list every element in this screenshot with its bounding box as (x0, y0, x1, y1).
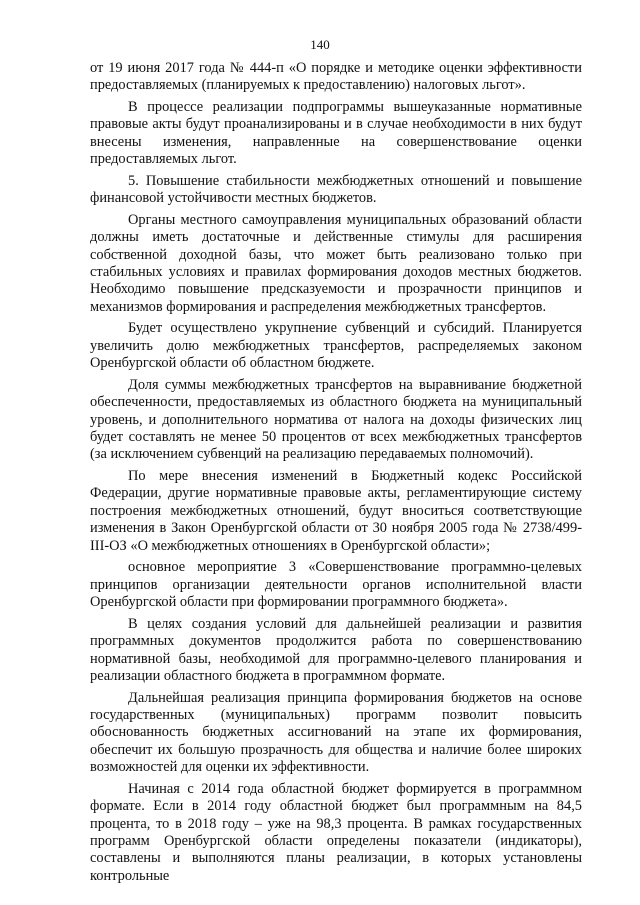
paragraph-10: Дальнейшая реализация принципа формирования бюджетов на основе государственных (муниципальных) программ позволит повысить обоснованность бюджетных ассигнований на этапе их формирования, обеспечит их большую прозрачность для общества и наличие более широких возможностей для оценки их эффективности. (90, 689, 582, 776)
paragraph-3: 5. Повышение стабильности межбюджетных отношений и повышение финансовой устойчивости местных бюджетов. (90, 172, 582, 207)
paragraph-2: В процессе реализации подпрограммы вышеуказанные нормативные правовые акты будут проанализированы и в случае необходимости в них будут внесены изменения, направленные на совершенствование оценки предоставляемых льгот. (90, 99, 582, 168)
paragraph-4: Органы местного самоуправления муниципальных образований области должны иметь достаточные и действенные стимулы для расширения собственной доходной базы, что может быть реализовано только при стабильных условиях и правилах формирования доходов местных бюджетов. Необходимо повышение предсказуемости и прозрачности принципов и механизмов формирования и распределения межбюджетных трансфертов. (90, 211, 582, 315)
paragraph-11: Начиная с 2014 года областной бюджет формируется в программном формате. Если в 2014 году областной бюджет был программным на 84,5 процента, то в 2018 году – уже на 98,3 процента. В рамках государственных программ Оренбургской области определены показатели (индикаторы), составлены и выполняются планы реализации, в которых установлены контрольные (90, 780, 582, 884)
paragraph-8: основное мероприятие 3 «Совершенствование программно-целевых принципов организации деятельности органов исполнительной власти Оренбургской области при формировании программного бюджета». (90, 559, 582, 611)
paragraph-6: Доля суммы межбюджетных трансфертов на выравнивание бюджетной обеспеченности, предоставляемых из областного бюджета на муниципальный уровень, и дополнительного норматива от налога на доходы физических лиц будет составлять не менее 50 процентов от всех межбюджетных трансфертов (за исключением субвенций на реализацию передаваемых полномочий). (90, 376, 582, 463)
paragraph-9: В целях создания условий для дальнейшей реализации и развития программных документов продолжится работа по совершенствованию нормативной базы, необходимой для программно-целевого планирования и реализации областного бюджета в программном формате. (90, 615, 582, 684)
paragraph-7: По мере внесения изменений в Бюджетный кодекс Российской Федерации, другие нормативные правовые акты, регламентирующие систему построения межбюджетных отношений, будут вноситься соответствующие изменения в Закон Оренбургской области от 30 ноября 2005 года № 2738/499-III-ОЗ «О межбюджетных отношениях в Оренбургской области»; (90, 468, 582, 554)
body-text (90, 60, 582, 889)
paragraph-5: Будет осуществлено укрупнение субвенций и субсидий. Планируется увеличить долю межбюджетных трансфертов, распределяемых законом Оренбургской области об областном бюджете. (90, 320, 582, 372)
page-number: 140 (310, 37, 330, 52)
paragraph-1: от 19 июня 2017 года № 444-п «О порядке и методике оценки эффективности предоставляемых (планируемых к предоставлению) налоговых льгот». (90, 60, 582, 94)
